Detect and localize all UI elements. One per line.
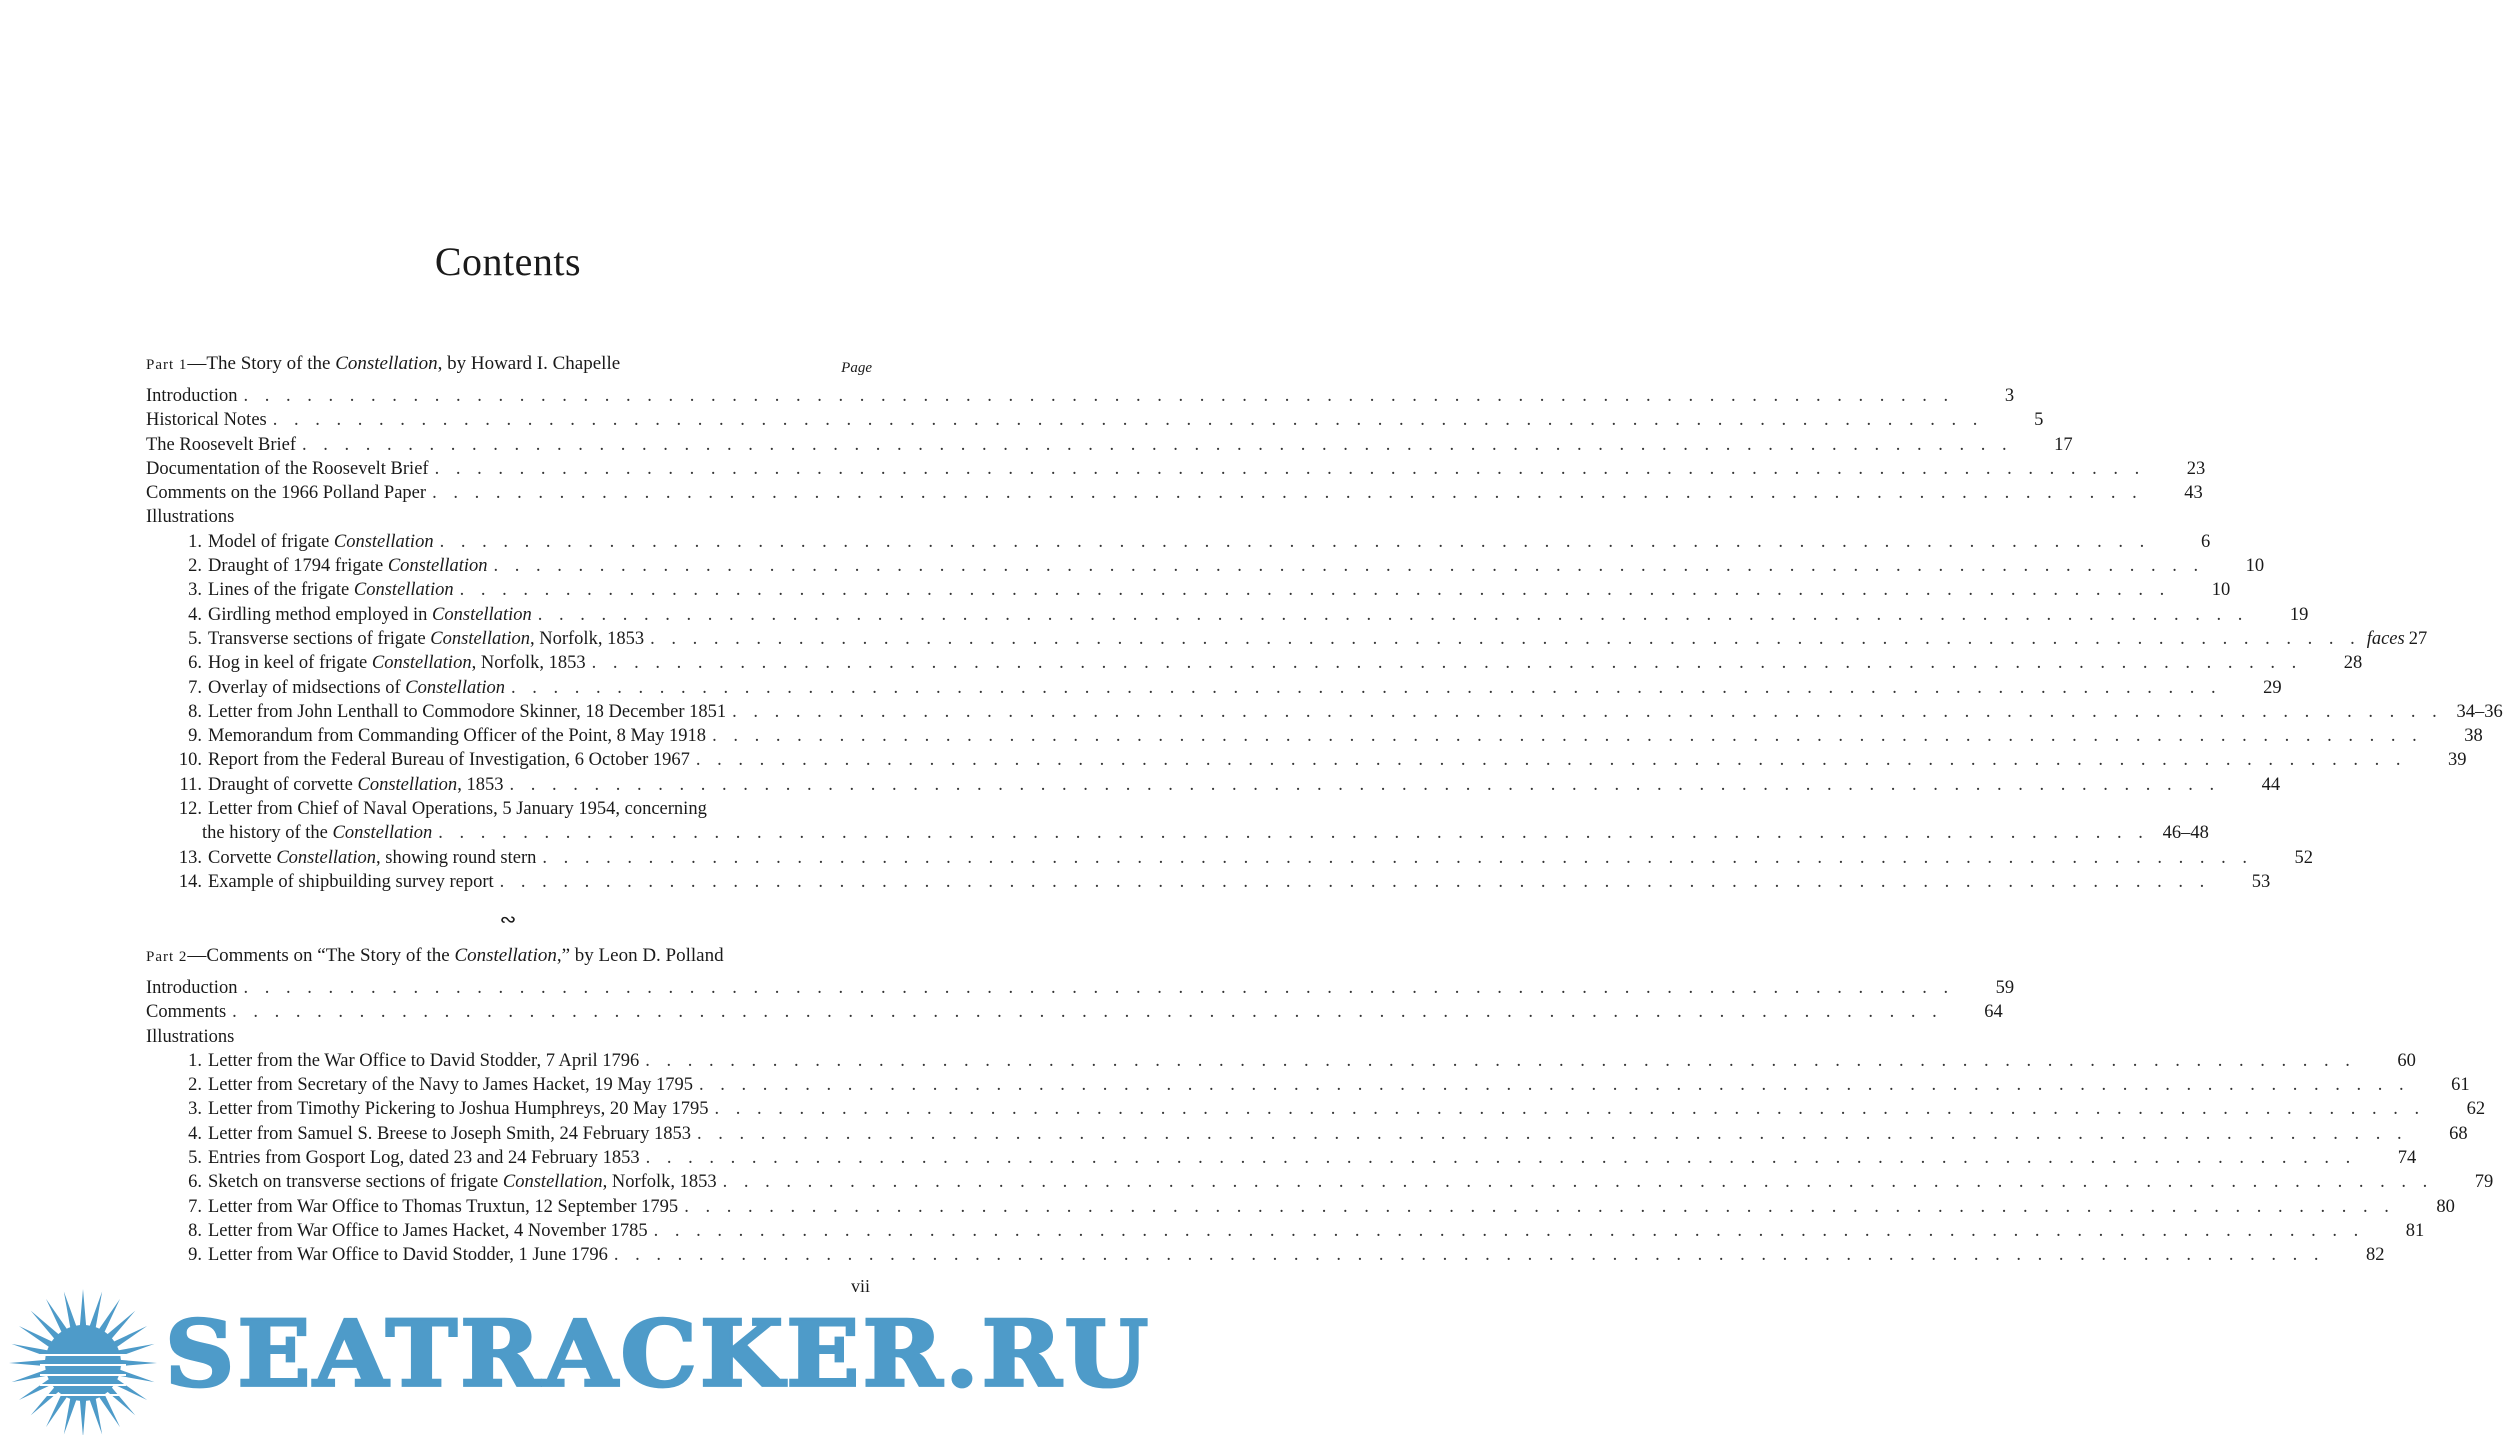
item-title-line2: the history of the Constellation <box>202 823 433 844</box>
toc-row[interactable] <box>146 846 2313 870</box>
toc-row[interactable] <box>146 578 2231 602</box>
sun-ray <box>89 1292 102 1330</box>
toc-row[interactable] <box>146 748 2467 772</box>
item-title: Draught of 1794 frigate Constellation <box>208 556 488 577</box>
part2-heading <box>146 944 872 969</box>
page-number: 68 <box>2449 1123 2468 1144</box>
item-number: 2. <box>188 556 202 577</box>
dot-leader <box>432 481 2143 505</box>
part1-illustrations-label: Illustrations <box>146 507 235 528</box>
dot-leader <box>273 408 1984 432</box>
dot-leader <box>712 724 2423 748</box>
item-number: 2. <box>188 1075 202 1096</box>
dot-leader <box>302 433 2013 457</box>
part2-heading-post: ,” by Leon D. Polland <box>556 945 724 966</box>
entry-title: Introduction <box>146 386 238 406</box>
part1-heading-pre: —The Story of the <box>187 353 336 374</box>
item-title: Letter from War Office to David Stodder, 1 June 1796 <box>208 1245 608 1266</box>
toc-row[interactable] <box>146 1073 2470 1097</box>
item-number: 6. <box>188 1172 202 1193</box>
toc-row[interactable] <box>146 676 2282 700</box>
entry-title: Introduction <box>146 978 238 998</box>
dot-leader <box>542 846 2253 870</box>
toc-row[interactable] <box>146 1243 2385 1267</box>
item-title: Overlay of midsections of Constellation <box>208 677 505 698</box>
toc-row[interactable] <box>146 1000 2003 1024</box>
dot-leader <box>509 773 2220 797</box>
item-title: Hog in keel of frigate Constellation, Norfolk, 1853 <box>208 653 586 674</box>
toc-row[interactable] <box>146 1219 2425 1243</box>
page-number: 82 <box>2366 1245 2385 1266</box>
sun-ray <box>64 1397 77 1435</box>
page-number: 59 <box>1995 978 2015 998</box>
dot-leader <box>614 1243 2325 1267</box>
toc-row[interactable] <box>146 408 2044 432</box>
sun-ray <box>89 1397 102 1435</box>
page-number: 34–36 <box>2456 701 2503 722</box>
item-number: 11. <box>179 774 202 795</box>
toc-row[interactable] <box>146 481 2203 505</box>
page-number: 61 <box>2451 1075 2470 1096</box>
page-column-label: Page <box>841 360 872 376</box>
dot-leader <box>232 1000 1943 1024</box>
page-number: faces 27 <box>2366 628 2428 649</box>
toc-row-continued[interactable] <box>146 821 2209 845</box>
item-number: 7. <box>188 1196 202 1217</box>
dot-leader <box>723 1170 2434 1194</box>
page-number: 29 <box>2263 677 2282 698</box>
toc-row[interactable] <box>146 530 2211 554</box>
item-title: Letter from John Lenthall to Commodore Skinner, 18 December 1851 <box>208 701 727 722</box>
item-title: Example of shipbuilding survey report <box>208 871 494 892</box>
part1-toc <box>146 384 2503 894</box>
sun-ray <box>64 1292 77 1330</box>
page-title: Contents <box>434 239 582 284</box>
dot-leader <box>435 457 2146 481</box>
page-number: 3 <box>2004 386 2015 406</box>
dot-leader <box>684 1195 2395 1219</box>
part2-heading-italic: Constellation <box>454 945 557 966</box>
page-number: 60 <box>2397 1050 2416 1071</box>
item-title: Draught of corvette Constellation, 1853 <box>208 774 504 795</box>
item-title: Memorandum from Commanding Officer of the Point, 8 May 1918 <box>208 726 707 747</box>
item-number: 8. <box>188 701 202 722</box>
dot-leader <box>715 1097 2426 1121</box>
page-number: 81 <box>2405 1220 2425 1241</box>
item-number: 9. <box>188 1245 202 1266</box>
ornament-divider: ∾ <box>499 909 517 931</box>
page-number: 79 <box>2474 1172 2494 1193</box>
item-title: Entries from Gosport Log, dated 23 and 24 February 1853 <box>208 1148 640 1169</box>
dot-leader <box>243 384 1954 408</box>
page-number: 38 <box>2464 726 2483 747</box>
item-number: 1. <box>188 531 202 552</box>
page-number: 6 <box>2200 531 2211 552</box>
toc-row[interactable] <box>146 870 2271 894</box>
part1-heading-post: , by Howard I. Chapelle <box>437 353 621 374</box>
toc-row[interactable] <box>146 1097 2486 1121</box>
dot-leader <box>646 1146 2357 1170</box>
item-title: Letter from War Office to James Hacket, 4 November 1785 <box>208 1220 648 1241</box>
toc-row[interactable] <box>146 1146 2417 1170</box>
page-number: 23 <box>2186 458 2206 479</box>
page-number: 10 <box>2245 556 2265 577</box>
item-number: 3. <box>188 580 202 601</box>
dot-leader <box>654 1219 2365 1243</box>
part2-heading-pre: —Comments on “The Story of the <box>187 945 455 966</box>
toc-row[interactable] <box>146 457 2206 481</box>
toc-row[interactable] <box>146 773 2281 797</box>
item-title: Report from the Federal Bureau of Investigation, 6 October 1967 <box>208 750 690 771</box>
item-title: Sketch on transverse sections of frigate Constellation, Norfolk, 1853 <box>208 1172 717 1193</box>
dot-leader <box>697 1122 2408 1146</box>
item-title: Girdling method employed in Constellation <box>208 604 532 625</box>
sun-ray <box>80 1399 86 1435</box>
part1-heading-italic: Constellation <box>335 353 438 374</box>
toc-row[interactable] <box>146 1195 2455 1219</box>
item-number: 5. <box>188 628 202 649</box>
item-number: 3. <box>188 1099 202 1120</box>
dot-leader <box>438 821 2149 845</box>
item-number: 6. <box>188 653 202 674</box>
entry-title: Historical Notes <box>146 410 267 431</box>
toc-row[interactable] <box>146 700 2503 724</box>
item-number: 10. <box>178 750 202 771</box>
toc-row[interactable] <box>146 554 2265 578</box>
part2-illustrations-label: Illustrations <box>146 1026 235 1047</box>
watermark-text: SEATRACKER.RU <box>165 1300 1152 1408</box>
page-number: 17 <box>2054 434 2073 455</box>
toc-row[interactable] <box>146 1170 2494 1194</box>
toc-row[interactable] <box>146 651 2363 675</box>
dot-leader <box>500 870 2211 894</box>
toc-row[interactable] <box>146 384 2015 408</box>
page-number: 74 <box>2397 1148 2417 1169</box>
item-number: 1. <box>188 1050 202 1071</box>
toc-row[interactable] <box>146 627 2428 651</box>
item-number: 5. <box>188 1148 202 1169</box>
dot-leader <box>699 1073 2410 1097</box>
page-number: 10 <box>2211 580 2231 601</box>
item-number: 12. <box>178 799 202 820</box>
dot-leader <box>511 676 2222 700</box>
item-title: Letter from War Office to Thomas Truxtun, 12 September 1795 <box>208 1196 679 1217</box>
toc-row[interactable] <box>146 1049 2416 1073</box>
item-title-line1: Letter from Chief of Naval Operations, 5 January 1954, concerning <box>208 799 707 820</box>
dot-leader <box>592 651 2303 675</box>
part2-label: Part 2 <box>146 949 188 965</box>
part2-toc <box>146 976 2494 1268</box>
dot-leader <box>696 748 2407 772</box>
dot-leader <box>440 530 2151 554</box>
page-number: 64 <box>1984 1002 2003 1023</box>
page-number: 39 <box>2448 750 2467 771</box>
dot-leader <box>243 976 1954 1000</box>
item-number: 4. <box>188 604 202 625</box>
part1-heading <box>146 352 872 377</box>
item-number: 7. <box>188 677 202 698</box>
page-number: 80 <box>2436 1196 2455 1217</box>
entry-title: Documentation of the Roosevelt Brief <box>146 458 429 479</box>
page-number: 62 <box>2466 1099 2486 1120</box>
item-number: 13. <box>178 847 202 868</box>
entry-title: Comments on the 1966 Polland Paper <box>146 483 427 504</box>
part1-label: Part 1 <box>146 357 188 373</box>
dot-leader <box>645 1049 2356 1073</box>
item-title: Letter from Samuel S. Breese to Joseph Smith, 24 February 1853 <box>208 1123 691 1144</box>
page-number: 28 <box>2343 653 2363 674</box>
dot-leader <box>732 700 2443 724</box>
folio-page-number: vii <box>850 1276 870 1296</box>
toc-row[interactable] <box>146 603 2309 627</box>
page-number: 46–48 <box>2162 823 2209 844</box>
item-title: Letter from Secretary of the Navy to James Hacket, 19 May 1795 <box>208 1075 693 1096</box>
page-prefix: faces <box>2366 628 2405 649</box>
dot-leader <box>650 627 2361 651</box>
dot-leader <box>460 578 2171 602</box>
item-title: Letter from the War Office to David Stodder, 7 April 1796 <box>208 1050 640 1071</box>
page-number: 52 <box>2294 847 2313 868</box>
item-title: Letter from Timothy Pickering to Joshua Humphreys, 20 May 1795 <box>208 1099 709 1120</box>
toc-row[interactable] <box>146 976 2015 1000</box>
toc-row[interactable] <box>146 1122 2468 1146</box>
page-number: 53 <box>2251 871 2271 892</box>
entry-title: The Roosevelt Brief <box>146 434 297 455</box>
toc-row[interactable] <box>146 797 872 821</box>
item-title: Transverse sections of frigate Constellation, Norfolk, 1853 <box>208 628 645 649</box>
page-number: 43 <box>2184 483 2203 504</box>
toc-row[interactable] <box>146 433 2073 457</box>
entry-title: Comments <box>146 1002 227 1023</box>
page-number: 19 <box>2289 604 2309 625</box>
dot-leader <box>494 554 2205 578</box>
item-number: 14. <box>178 871 202 892</box>
toc-row[interactable] <box>146 724 2483 748</box>
item-number: 4. <box>188 1123 202 1144</box>
sun-ray <box>80 1289 86 1327</box>
page-number: 5 <box>2034 410 2044 431</box>
page-number: 44 <box>2261 774 2281 795</box>
dot-leader <box>538 603 2249 627</box>
item-number: 9. <box>188 726 202 747</box>
item-title: Model of frigate Constellation <box>208 531 434 552</box>
item-number: 8. <box>188 1220 202 1241</box>
item-title: Corvette Constellation, showing round stern <box>208 847 537 868</box>
item-title: Lines of the frigate Constellation <box>208 580 454 601</box>
